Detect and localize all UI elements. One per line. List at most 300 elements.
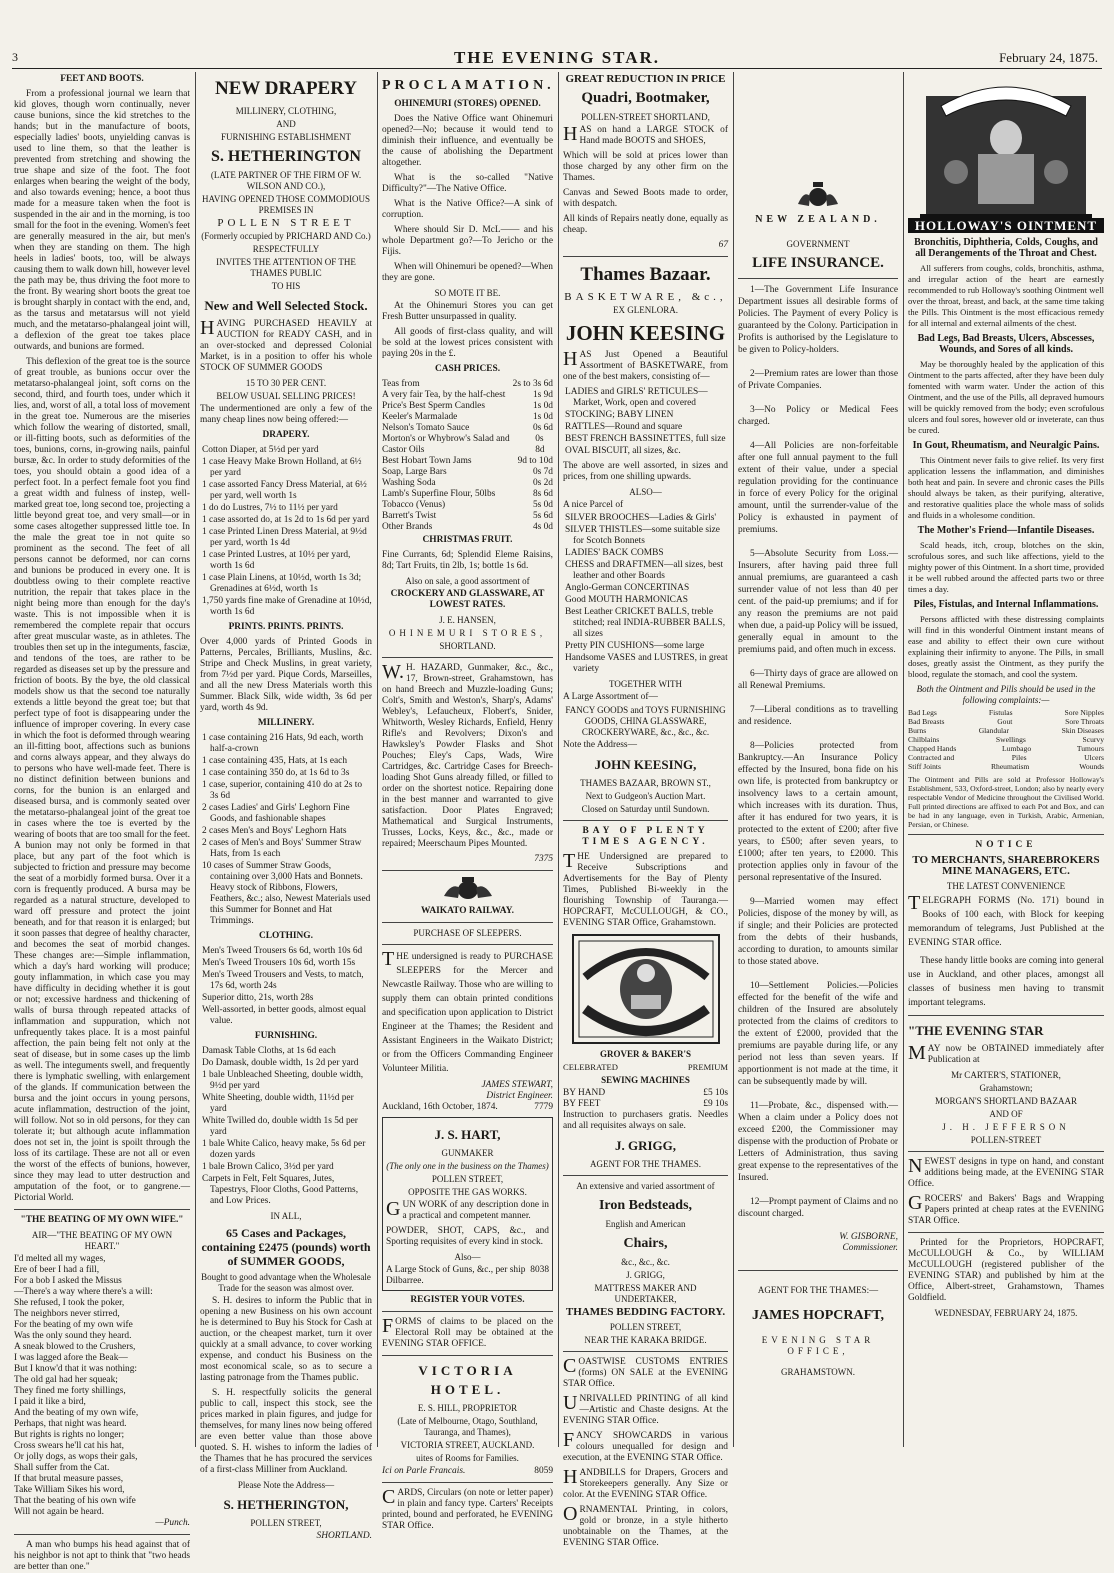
insurance-item: 7—Liberal conditions as to travelling and residence. <box>738 705 898 727</box>
sleepers-heading: PURCHASE OF SLEEPERS. <box>413 928 522 938</box>
royal-crest-icon <box>796 180 840 210</box>
list-item: LADIES' BACK COMBS <box>565 548 664 558</box>
poem-line: That the beating of his own wife <box>14 1496 136 1506</box>
ohinemuri-heading: OHINEMURI (STORES) OPENED. <box>394 99 541 109</box>
text-cell: Bad Legs <box>908 708 937 717</box>
advert-subline: AGENT FOR THE THAMES:— <box>757 1285 879 1295</box>
advert-intro: HAVING PURCHASED HEAVILY at AUCTION for READY CASH, and in an over-stocked and depressed Colonial Market, is in a position to offer his whole STOCK OF SUMMER GOODS <box>200 317 372 373</box>
advert-paragraph: What is the Native Office?—A sink of corruption. <box>382 199 553 220</box>
text-cell: 4s 0d <box>532 522 553 532</box>
divider <box>908 834 1104 835</box>
divider <box>908 1151 1104 1152</box>
advert-subline: TO HIS <box>271 281 301 291</box>
advert-paragraph: This Ointment never fails to give relief. Its very first application lessens the inflammation, and diminishes both heat and pain. In severe and chronic cases the Pills should always be taken, as their purifying, alterative, and restorative qualities place the whole mass of solids and fluids in a wholesome condition. <box>908 455 1104 520</box>
advert-paragraph: What is the so-called "Native Difficulty?"—The Native Office. <box>382 173 553 194</box>
divider <box>382 657 553 658</box>
advert-subline: ALSO— <box>629 487 662 497</box>
text-cell: 8038 <box>530 1265 549 1275</box>
street: POLLEN STREET, <box>431 1174 504 1184</box>
advert-subline: INVITES THE ATTENTION OF THE THAMES PUBLIC <box>216 257 356 278</box>
section-heading: FURNISHING. <box>254 1031 318 1041</box>
crockery-heading: CROCKERY AND GLASSWARE, AT LOWEST RATES. <box>390 589 545 610</box>
emblem-text: SEWING MACHINES <box>601 1075 690 1085</box>
insurance-item: 5—Absolute Security from Loss.—Insurers, after having paid three full annual premiums, are guaranteed a cash surrender value of not less than 40 per cent. of the paid-up premiums; and if for any reason the premiums are not paid when due, a paid-up Policy will be issued, generally equal in amount to the premiums paid, and often much in excess. <box>738 549 898 655</box>
cases-headline: 65 Cases and Packages, containing £2475 (pounds) worth of SUMMER GOODS, <box>201 1226 371 1268</box>
list-item: SILVER THISTLES—some suitable size for Scotch Bonnets <box>565 525 720 546</box>
list-item: LADIES and GIRLS' RETICULES—Market, Work, open and covered <box>565 387 708 408</box>
divider <box>563 1175 728 1176</box>
text-cell: Glandular <box>978 726 1010 735</box>
advert-paragraph: The Ointment and Pills are sold at Professor Holloway's Establishment, 533, Oxford-street, London; also by nearly every respectable Vendor of Medicine throughout the Civilised World. Full printed directions are affixed to each Pot and Box, and can be had in any language, even in Turkish, Arabic, Armenian, Persian, or Chinese. <box>908 775 1104 829</box>
street-name: POLLEN STREET <box>217 217 355 229</box>
merchants-heading: TO MERCHANTS, SHAREBROKERS MINE MANAGERS, ETC. <box>912 854 1100 877</box>
advert-subline: AND OF <box>989 1109 1023 1119</box>
advert-paragraph: CARDS, Circulars (on note or letter paper) in plain and fancy type. Carters' Receipts printed, bound and perforated, he EVENING STAR Office. <box>382 1486 553 1531</box>
poem-subtitle: AIR—"THE BEATING OF MY OWN HEART." <box>31 1230 173 1251</box>
discount: 15 TO 30 PER CENT. <box>245 378 327 388</box>
column-holloway <box>908 72 1104 1447</box>
text-cell: Chapped Hands <box>908 744 957 753</box>
article-paragraph: From a professional journal we learn that kid gloves, though worn continually, never cause bunions, since the kid stretches to the hands; but in the manufacture of boots, especially ladies' boots, unyielding canvas is used to line them, so that the leather is prevented from stretching and showing the true shape and size of the foot. The foot enlarges when bearing the weight of the body, and also towards evening; hence, a boot thus made for a measure taken when the foot is suspended in the air and in the morning, is too small for the foot in the evening. Women's feet are generally measured in the air, but men's when they are standing on them. The high heels in ladies' boots, too, will be always causing them to walk down hill, however level the path may be, thus driving the foot more to the front. By wearing short boots the great toe is brought sharply in contact with the end, and, as the tarsus and metatarsus will not yield much, and the metatarso-phalangeal joint will, a deflexion of the great toe takes place outwards, and bunions are formed. <box>14 89 191 352</box>
table-row <box>908 735 1104 744</box>
insurance-item: 10—Settlement Policies.—Policies effected for the benefit of the wife and children of the Insured are absolutely protected from the claims of creditors to the extent of £2000, provided that the premiums are payable during life, or any period not less than seven years. If apportionment is not made at the time, it can be subsequently made by will. <box>738 981 898 1087</box>
list-item: 1 case containing 435, Hats, at 1s each <box>202 756 348 766</box>
list-item: Men's Tweed Trousers and Vests, to match, 17s 6d, worth 24s <box>202 970 364 991</box>
advert-paragraph: POWDER, SHOT, CAPS, &c., and Sporting requisites of every kind in stock. <box>386 1226 549 1247</box>
advert-subline: Also on sale, a good assortment of <box>405 576 530 586</box>
price-row <box>382 412 553 423</box>
text-cell: Tumours <box>1076 744 1104 753</box>
price-row <box>382 511 553 522</box>
advert-paragraph: Instruction to purchasers gratis. Needles and all requisites always on sale. <box>563 1110 728 1131</box>
ad-number: 67 <box>718 240 728 250</box>
signatory-title: Commissioner. <box>842 1243 898 1253</box>
bazaar-heading: Thames Bazaar. <box>580 264 711 285</box>
text-cell: Other Brands <box>382 522 433 532</box>
advertiser-name: J. GRIGG, <box>626 1270 665 1280</box>
reduction-heading: GREAT REDUCTION IN PRICE <box>565 73 726 85</box>
complaints-table <box>908 708 1104 771</box>
text-cell: A Large Stock of Guns, &c., per ship Dilbarree. <box>386 1265 526 1286</box>
motto: SO MOTE IT BE. <box>434 288 501 298</box>
text-cell: PREMIUM <box>687 1062 728 1072</box>
list-item: RATTLES—Round and square <box>565 422 683 432</box>
article-title: FEET AND BOOTS. <box>60 74 144 84</box>
advert-paragraph: These handy little books are coming into general use in Auckland, and other places, amongst all classes of business men having to transmit important telegrams. <box>908 956 1104 1008</box>
advertiser-name: J. E. HANSEN, <box>439 615 496 625</box>
price-row <box>382 522 553 533</box>
poem-line: For the beating of my own wife <box>14 1320 133 1330</box>
advert-subline: MATTRESS MAKER AND UNDERTAKER, <box>594 1283 697 1304</box>
stockist: J. H. JEFFERSON <box>942 1122 1070 1132</box>
signatory: JAMES STEWART, <box>481 1080 553 1090</box>
poem-line: A sneak blowed to the Crushers, <box>14 1342 136 1352</box>
advert-paragraph: ORNAMENTAL Printing, in colors, gold or bronze, in a style hitherto unobtainable on the Thames, at the EVENING STAR Office. <box>563 1503 728 1548</box>
hotel-heading: VICTORIA HOTEL. <box>418 1363 517 1397</box>
divider <box>563 820 728 821</box>
ad-number: 7375 <box>534 854 553 864</box>
list-item: Damask Table Cloths, at 1s 6d each <box>202 1046 336 1056</box>
article-paragraph: This deflexion of the great toe is the source of great trouble, as bunions occur over the metatarso-phalangeal joint, soft corns on the second, third, and fourth toes, under which it lies, and, worst of all, a total loss of movement in the great toe. Numerous are the miseries which follow the wearing of distorted, small, or ill-fitting boots, such as deformities of the toes, bunions, corns, in-growing nails, painful bursæ, &c. In order to study deformities of the toes, you should obtain a good idea of a perfect foot. In a perfect female foot you find a great width and fulness of instep, well-marked great toe, long second toe, projecting a little beyond great toe, and very small—or in some cases altogether suppressed little toe. In the male the great toe in not quite so prominent as the second. The feet of all persons cannot be deformed, nor can corns and bunions be produced in every one. It is doubtless owing to their complete reactive nutrition, the repair that takes place in the night being more than enough for the day's waste. This is not impossible when it is remembered the complete repair that occurs after great muscular waste, as in athletes. The troubles then set up in the integuments, fasciæ, and tendons of the toes, are rather to be regarded as diseases set up by the pressure and friction of boots. By the bye, the old classical models show us that the second toe naturally extends a little beyond the great toe; but that perfect type of foot is disappearing under the influence of improper covering. In every case in which the foot is deformed through wearing an ill-fitting boot, affections such as bunions and corns always appear, and they always do to persons who have well-made feet. There is no distinct definition between bunions and corns, for the bunion is an enlarged and diseased bursa, and is commonly seated over the metatarso-phalangeal joint of the great toe in cases where the toe is everted by the wearing of boots that are too small for the feet. A bunion may not only be formed in that place, but any part of the foot which is subjected to friction and pressure may become the seat of a morbidly formed bursa. Over it a corn is frequently produced. A bursa may be regarded as a natural structure, developed to ward off pressure and protect the joint beneath, and for that reason it is enlarged; but it soon passes that degree of healthy character, and becomes the seat of morbid changes. These changes are:—Simple inflammation, which a day's hard working will produce; gouty inflammation, in which case you may have difficulty in deciding whether it is gout or not; excessive hardness and thickening of walls of bursa through repeated attacks of inflammation and suppuration, which not unfrequently takes place. It is a most painful affection, the pain being felt not only at the seat of disease, but in some cases up the limb as well. The integuments swell, and frequently there is lymphatic swelling, with enlargement of the glands. If communication between the bursa and the joint occurs in young persons, acute inflammation, destruction of the joint, will follow. Not so in old persons, for they can tolerate it; but although acute inflammation does not set in, the joint is spoilt through the loss of its cartilage. These are not all or even the worst of the effects of bunions, however, since they may lead to utter destruction and amputation of the foot, or to gangrene.—Pictorial World. <box>14 357 190 1203</box>
text-cell: 1s 0d <box>532 401 553 411</box>
advert-paragraph: Persons afflicted with these distressing complaints will find in this wonderful Ointment instant means of ease and ability to effect their own cure without explaining their infirmity to anyone. The Pills, in small doses, greatly assist the Ointment, as they purify the blood, regulate the stomach, and cool the system. <box>908 614 1104 679</box>
advert-subline: uites of Rooms for Families. <box>416 1453 519 1463</box>
price-list <box>382 379 553 533</box>
street: THAMES BAZAAR, BROWN ST., <box>580 778 711 788</box>
column-drapery-advert <box>200 72 372 1541</box>
poem-line: But I know'd that it was nothing: <box>14 1364 138 1374</box>
list-item: Men's Tweed Trousers 6s 6d, worth 10s 6d <box>202 946 363 956</box>
list-item: 2 cases of Men's and Boys' Summer Straw Hats, from 1s each <box>202 838 362 859</box>
advertiser-name: S. HETHERINGTON <box>211 148 361 165</box>
railway-heading: WAIKATO RAILWAY. <box>421 906 514 916</box>
advert-paragraph: GROCERS' and Bakers' Bags and Wrapping Papers printed at cheap rates at the EVENING STAR Office. <box>908 1192 1104 1226</box>
insurance-item: 6—Thirty days of grace are allowed on all Renewal Premiums. <box>738 669 898 691</box>
insurance-item: 8—Policies protected from Bankruptcy.—An Insurance Policy effected by the Insured, bona fide on his own life, is protected from bankruptcy or insolvency laws to a certain amount, which increases with its duration. Thus, after it has endured for two years, it is protected to the extent of £200; after five years, to £500; after seven years, to £1000; after ten years, to £2000. This protection applies only in favour of the personal representative of the Insured. <box>738 741 898 883</box>
poem-line: For a bob I asked the Missus <box>14 1276 122 1286</box>
advert-subline: (Formerly occupied by PRICHARD AND Co.) <box>201 231 371 241</box>
gov-heading: GOVERNMENT <box>786 239 850 249</box>
advert-paragraph: HAS on hand a LARGE STOCK of Hand made BOOTS and SHOES, <box>563 123 728 146</box>
price-row <box>382 423 553 434</box>
advert-subline: FANCY GOODS and TOYS FURNISHING GOODS, CHINA GLASSWARE, CROCKERYWARE, &c., &c., &c. <box>565 705 726 737</box>
advert-paragraph: At the Ohinemuri Stores you can get Fresh Butter unsurpassed in quality. <box>382 301 553 322</box>
divider <box>14 1534 190 1535</box>
text-cell: Best Hobart Town Jams <box>382 456 472 466</box>
text-cell: 7779 <box>534 1102 553 1112</box>
price-row <box>563 1099 728 1110</box>
sleepers-notice: THE undersigned is ready to PURCHASE SLEEPERS for the Mercer and Newcastle Railway. Those who are willing to supply them can obtain printed conditions and specification upon application to District Engineer at the Thames; the Resident and Assistant Engineers in the Waikato District; or from the Officers Commanding Engineer Volunteer Militia. <box>382 948 553 1074</box>
text-cell: Contracted and <box>908 753 955 762</box>
poem <box>14 1254 190 1518</box>
address-note: Please Note the Address— <box>237 1480 335 1490</box>
text-cell: 5s 6d <box>532 511 553 521</box>
text-cell: 0s 6d <box>532 423 553 433</box>
poem-line: Perhaps, that night was heard. <box>14 1419 127 1429</box>
column-rule <box>558 72 559 1447</box>
poem-line: I was lagged afore the Beak— <box>14 1353 128 1363</box>
advertiser-name: JAMES HOPCRAFT, <box>752 1308 884 1323</box>
poem-line: Will not again be heard. <box>14 1507 104 1517</box>
text-cell: Fistulas <box>988 708 1013 717</box>
text-cell: Burns <box>908 726 927 735</box>
column-rule <box>377 72 378 1447</box>
column-proclamation <box>382 72 555 1531</box>
drapery-list <box>200 445 372 618</box>
text-cell: BY FEET <box>563 1099 601 1109</box>
street: POLLEN-STREET <box>970 1135 1042 1145</box>
advert-headline: Chairs, <box>623 1236 668 1251</box>
list-item: Pretty PIN CUSHIONS—some large <box>565 641 705 651</box>
list-item: White Twilled do, double width 1s 5d per yard <box>202 1116 358 1137</box>
goods-list <box>563 387 728 457</box>
advert-paragraph: All goods of first-class quality, and will be sold at the lowest prices consistent with paying 20s in the £. <box>382 327 553 359</box>
holloway-banner: HOLLOWAY'S OINTMENT <box>908 218 1104 233</box>
text-cell: 9d to 10d <box>517 456 553 466</box>
text-cell: Soap, Large Bars <box>382 467 447 477</box>
millinery-list <box>200 733 372 927</box>
divider <box>563 256 728 257</box>
list-item: Good MOUTH HARMONICAS <box>565 595 688 605</box>
emblem-text: GROVER & BAKER'S <box>599 1049 691 1059</box>
insurance-item: 4—All Policies are non-forfeitable after one full annual payment to the full extent of their value, under a special regulation providing for the continuance in force of every Policy for the original amount, until the surrender-value of the Policy is exhausted in payment of premiums. <box>738 441 898 535</box>
table-row <box>908 744 1104 753</box>
text-cell: Wounds <box>1079 762 1104 771</box>
poem-line: The neighbors never stirred, <box>14 1309 120 1319</box>
text-cell: Piles <box>1011 753 1027 762</box>
clothing-list <box>200 946 372 1027</box>
advert-subline: HAVING OPENED THOSE COMMODIOUS PREMISES IN <box>202 194 370 215</box>
list-item: 1 bale Unbleached Sheeting, double width, 9½d per yard <box>202 1070 364 1091</box>
table-row <box>908 726 1104 735</box>
text-cell: Sore Nipples <box>1064 708 1104 717</box>
list-item: Well-assorted, in better goods, almost equal value. <box>202 1005 367 1026</box>
furnishing-list <box>200 1046 372 1207</box>
text-cell: Bad Breasts <box>908 717 945 726</box>
poem-line: But rights is rights no longer; <box>14 1430 125 1440</box>
column-life-insurance <box>738 72 898 1447</box>
advert-subline: MILLINERY, CLOTHING, <box>235 106 337 116</box>
text-cell: Skin Diseases <box>1061 726 1104 735</box>
list-item: 1 bale Brown Calico, 3½d per yard <box>202 1162 334 1172</box>
text-cell: Auckland, 16th October, 1874. <box>382 1102 498 1112</box>
column-rule <box>195 72 196 1447</box>
list-item: 1 case, superior, containing 410 do at 2s to 3s 6d <box>202 780 363 801</box>
text-cell: Scurvy <box>1082 735 1104 744</box>
text-cell: Swellings <box>995 735 1026 744</box>
text-cell: Chilblains <box>908 735 940 744</box>
section-heading: DRAPERY. <box>262 430 310 440</box>
list-item: Do Damask, double width, 1s 2d per yard <box>202 1058 359 1068</box>
advertiser-name: Quadri, Bootmaker, <box>581 90 710 106</box>
signatory-title: District Engineer. <box>486 1091 553 1101</box>
poem-line: She refused, I took the poker, <box>14 1298 125 1308</box>
nz-heading: NEW ZEALAND. <box>755 214 881 225</box>
text-cell: Stiff Joints <box>908 762 941 771</box>
proprietor: E. S. HILL, PROPRIETOR <box>417 1403 518 1413</box>
list-item: 1 case containing 350 do, at 1s 6d to 3s <box>202 768 350 778</box>
text-cell: 0s 7d <box>532 467 553 477</box>
divider <box>14 1209 190 1210</box>
advert-subline: &c., &c., &c. <box>621 1257 670 1267</box>
table-row <box>908 753 1104 762</box>
poem-line: Ere of beer I had a fill, <box>14 1265 100 1275</box>
column-bazaar <box>563 72 728 1548</box>
list-item: 10 cases of Summer Straw Goods, containing over 3,000 Hats and Bonnets. Heavy stock of Ribbons, Flowers, Feathers, &c.; also, Newest Materials used this Summer for Bonnet and Hat Trimmings. <box>202 861 371 926</box>
advert-subline: TOGETHER WITH <box>609 679 682 689</box>
location-note: OPPOSITE THE GAS WORKS. <box>408 1187 527 1197</box>
text-cell: 5s 0d <box>532 500 553 510</box>
advert-paragraph: NEWEST designs in type on hand, and constant additions being made, at the EVENING STAR Office. <box>908 1155 1104 1189</box>
dateline <box>386 1265 549 1287</box>
advert-subline: Also— <box>454 1252 481 1262</box>
advert-subline: AND <box>276 119 296 129</box>
section-heading: PRINTS. PRINTS. PRINTS. <box>228 622 344 632</box>
price-row <box>382 434 553 456</box>
text-cell: Morton's or Whybrow's Salad and Castor Oils <box>382 434 510 455</box>
price-row <box>382 390 553 401</box>
list-item: STOCKING; BABY LINEN <box>565 410 674 420</box>
advert-subline: EX GLENLORA. <box>613 305 678 315</box>
address-street: POLLEN STREET, <box>250 1518 322 1528</box>
advert-headline: Iron Bedsteads, <box>598 1198 693 1213</box>
advert-subline: Bought to good advantage when the Wholesale Trade for the season was almost over. <box>201 1272 371 1293</box>
advert-subline: (Late of Melbourne, Otago, Southland, Tauranga, and Thames), <box>397 1416 538 1437</box>
advert-paragraph: COASTWISE CUSTOMS ENTRIES (forms) ON SALE at the EVENING STAR Office. <box>563 1355 728 1389</box>
list-item: OVAL BISCUIT, all sizes, &c. <box>565 446 681 456</box>
insurance-item: 12—Prompt payment of Claims and no discount charged. <box>738 1197 898 1219</box>
advert-subline: BASKETWARE, &c., <box>564 291 727 303</box>
stockist: MORGAN'S SHORTLAND BAZAAR <box>934 1096 1078 1106</box>
stockist: Mr CARTER'S, STATIONER, <box>951 1070 1061 1080</box>
emblem-text-row <box>563 1062 728 1073</box>
poem-line: I paid it like a bird, <box>14 1397 86 1407</box>
section-heading: CHRISTMAS FRUIT. <box>422 535 513 545</box>
dateline <box>382 1466 553 1477</box>
poem-line: Cross swears he'll cat his hat, <box>14 1441 125 1451</box>
column-rule <box>903 72 904 1447</box>
poem-line: They fined me forty shillings, <box>14 1386 126 1396</box>
trade: GUNMAKER <box>441 1148 494 1158</box>
advert-subline: AGENT FOR THE THAMES. <box>589 1159 701 1169</box>
text-cell: A very fair Tea, by the half-chest <box>382 390 506 400</box>
advert-paragraph: FANCY SHOWCARDS in various colours unequalled for design and execution, at the EVENING STAR Office. <box>563 1429 728 1463</box>
price-row <box>382 467 553 478</box>
town: GRAHAMSTOWN. <box>780 1367 856 1377</box>
list-item: Handsome VASES and LUSTRES, in great variety <box>565 653 728 674</box>
text-cell: Rheumatism <box>990 762 1030 771</box>
list-item: CHESS and DRAFTMEN—all sizes, best leather and other Boards <box>565 560 724 581</box>
proclamation-heading: PROCLAMATION. <box>382 78 555 93</box>
sewing-machine-emblem-icon <box>571 933 721 1045</box>
dateline <box>382 1102 553 1113</box>
table-row <box>908 717 1104 726</box>
imprint: Printed for the Proprietors, HOPCRAFT, McCULLOUGH & Co., by WILLIAM McCULLOUGH (registered publisher of the EVENING STAR) and published by him at the Office, Albert-street, Grahamstown, Thames Goldfield. <box>908 1238 1104 1303</box>
divider <box>382 1355 553 1356</box>
list-item: 1 case assorted Fancy Dress Material, at 6½ per yard, well worth 1s <box>202 480 367 501</box>
advert-subline: RESPECTFULLY <box>252 244 320 254</box>
hazard-advert: W.H. HAZARD, Gunmaker, &c., &c., 17, Brown-street, Grahamstown, has on hand Breech and Muzzle-loading Guns; Colt's, Smith and Weston's, Sharp's, Adams' Webley's, Lefaucheux, Flobert's, Snider, Whitworth, Wesley Richards, Enfield, Henry Rifle's and Revolvers; Dixon's and Hawksley's Powder Flasks and Shot Pouches; Eley's Caps, Wads, Wire Cartridges, &c. Cartridge Cases for Breech-loading Shot Guns already filled, or filled to order on the shortest notice. Repairing done in the best manner and warranted to give satisfaction. Door Plates Engraved; Mathematical and Surgical Instruments, Trusses, Locks, Keys, &c., &c., made or repaired; Meerschaum Pipes Mounted. <box>382 661 553 849</box>
masthead: THE EVENING STAR. <box>453 48 661 67</box>
list-item: 1,750 yards fine make of Grenadine at 10½d, worth 1s 6d <box>202 596 372 617</box>
text-cell: Gout <box>997 717 1013 726</box>
insurance-item: 3—No Policy or Medical Fees charged. <box>738 405 898 427</box>
advert-paragraph: Over 4,000 yards of Printed Goods in Patterns, Percales, Brilliants, Muslins, &c. Stripe and Check Muslins, in great variety, from 7½d per yard. Pique Cords, Marseilles, and all the new Dress Materials worth this Summer. Black Silk, wide width, 3s 6d per yard, worth 4s 9d. <box>200 637 372 713</box>
list-item: Best Leather CRICKET BALLS, treble stitched; real INDIA-RUBBER BALLS, all sizes <box>565 607 726 639</box>
text-cell: Teas from <box>382 379 420 389</box>
advert-paragraph: May be thoroughly healed by the application of this Ointment to the parts affected, after they have been duly fomented with warm water. Under the action of this Ointment, and the use of the Pills, all depraved humours will be quickly removed from the body; even scrofulous ulcers and foul sores, however old or inveterate, can thus be cured. <box>908 359 1104 435</box>
store-name: OHINEMURI STORES, <box>388 628 547 638</box>
divider <box>738 1270 898 1271</box>
list-item: White Sheeting, double width, 11½d per yard <box>202 1093 354 1114</box>
stock-headline: New and Well Selected Stock. <box>204 298 368 313</box>
advert-subline: A Large Assortment of— <box>563 692 658 702</box>
text-cell: Ulcers <box>1084 753 1104 762</box>
text-cell: 0s 2d <box>532 478 553 488</box>
divider <box>382 944 553 945</box>
advertiser-name: S. HETHERINGTON, <box>223 1497 349 1512</box>
poem-line: The old gal had her squeak; <box>14 1375 118 1385</box>
poem-line: If that brutal measure passes, <box>14 1474 124 1484</box>
advert-paragraph: Which will be sold at prices lower than those charged by any other firm on the Thames. <box>563 151 728 183</box>
poem-line: Shall suffer from the Cat. <box>14 1463 110 1473</box>
price-row <box>382 500 553 511</box>
insurance-item: 1—The Government Life Insurance Department issues all desirable forms of Policies. The Payment of every Policy is guaranteed by the Colony. Participation in Profits is authorised by the Legislature to be given to Policy-holders. <box>738 285 898 355</box>
advert-paragraph: The undermentioned are only a few of the many cheap lines now being offered:— <box>200 404 372 425</box>
table-row <box>908 762 1104 771</box>
advert-subline: THE LATEST CONVENIENCE <box>946 881 1066 891</box>
poem-title: "THE BEATING OF MY OWN WIFE." <box>20 1215 184 1225</box>
text-cell: Keeler's Marmalade <box>382 412 458 422</box>
price-row <box>382 401 553 412</box>
closing-paragraph: A man who bumps his head against that of his neighbor is not apt to think that "two heads are better than one." <box>14 1540 190 1572</box>
page-header <box>12 50 1102 69</box>
divider <box>382 1311 553 1312</box>
section-heading: CLOTHING. <box>259 931 313 941</box>
advert-paragraph: HAS Just Opened a Beautiful Assortment of BASKETWARE, from one of the best makers, consisting of— <box>563 348 728 382</box>
address-note: Note the Address— <box>563 740 637 750</box>
text-cell: Washing Soda <box>382 478 436 488</box>
advert-paragraph: UNRIVALLED PRINTING of all kind—Artistic and Chaste designs. At the EVENING STAR Office. <box>563 1392 728 1426</box>
royal-crest-icon <box>438 876 498 902</box>
advert-headline: NEW DRAPERY <box>214 78 358 99</box>
insurance-heading: LIFE INSURANCE. <box>752 255 884 271</box>
section-heading: In Gout, Rheumatism, and Neuralgic Pains. <box>912 440 1100 451</box>
advert-subline: FURNISHING ESTABLISHMENT <box>220 132 352 142</box>
list-item: 1 case assorted do, at 1s 2d to 1s 6d per yard <box>202 515 370 525</box>
factory-heading: THAMES BEDDING FACTORY. <box>565 1306 726 1318</box>
advert-paragraph: S. H. desires to inform the Public that in opening a new Business on his own account he is determined to Buy his Stock for Cash at auction, or the cheapest market, turn it over quickly at a small advance, to cover working expense, and conduct his Business on the most economical scale, so as to secure a lasting patronage from the Thames public. <box>200 1296 372 1383</box>
street: POLLEN-STREET SHORTLAND, <box>581 112 710 122</box>
advert-paragraph: S. H. respectfully solicits the general public to call, inspect this stock, see the prices marked in plain figures, and judge for themselves, for many lines now being offered are even better value than those above quoted. S. H. wishes to inform the ladies of the Thames that he has procured the services of a first-class Milliner from Auckland. <box>200 1388 372 1475</box>
text-cell: Tobacco (Venus) <box>382 500 446 510</box>
divider <box>382 922 553 923</box>
list-item: Cotton Diaper, at 5½d per yard <box>202 445 319 455</box>
issue-date: February 24, 1875. <box>999 50 1098 65</box>
advert-paragraph: All kinds of Repairs neatly done, equally as cheap. <box>563 214 728 235</box>
list-item: 2 cases Men's and Boys' Leghorn Hats <box>202 826 347 836</box>
divider <box>738 278 898 279</box>
discount-note: BELOW USUAL SELLING PRICES! <box>216 391 356 401</box>
street: POLLEN STREET, <box>609 1322 682 1332</box>
advert-subline: An extensive and varied assortment of <box>576 1181 715 1191</box>
section-heading: The Mother's Friend—Infantile Diseases. <box>917 525 1095 536</box>
address-town: SHORTLAND. <box>316 1531 372 1541</box>
advert-paragraph: Canvas and Sewed Boots made to order, with despatch. <box>563 188 728 209</box>
advert-paragraph: Fine Currants, 6d; Splendid Eleme Raisins, 8d; Tart Fruits, tin 2lb, 1s; bottle 1s 6d. <box>382 550 553 571</box>
text-cell: 8s 6d <box>532 489 553 499</box>
advert-paragraph: When will Ohinemuri be opened?—When they are gone. <box>382 262 553 283</box>
poem-signature: —Punch. <box>155 1518 190 1528</box>
list-item: 1 case Heavy Make Brown Holland, at 6½ per yard <box>202 457 362 478</box>
goods-list <box>563 513 728 675</box>
list-item: Men's Tweed Trousers 10s 6d, worth 15s <box>202 958 356 968</box>
price-row <box>382 456 553 467</box>
section-heading: Bronchitis, Diphtheria, Colds, Coughs, and all Derangements of the Throat and Chest. <box>914 237 1098 259</box>
list-item: Superior ditto, 21s, worth 28s <box>202 993 314 1003</box>
divider <box>382 870 553 871</box>
location-note: Next to Gudgeon's Auction Mart. <box>585 791 706 801</box>
text-cell: 1s 9d <box>532 390 553 400</box>
list-item: BEST FRENCH BASSINETTES, full size <box>565 434 726 444</box>
text-cell: £9 10s <box>703 1099 728 1109</box>
list-item: SILVER BROOCHES—Ladies & Girls' <box>565 513 717 523</box>
text-cell: Lumbago <box>1002 744 1032 753</box>
advert-paragraph: FORMS of claims to be placed on the Electoral Roll may be obtained at the EVENING STAR OFFICE. <box>382 1315 553 1349</box>
price-row <box>563 1088 728 1099</box>
page-number: 3 <box>12 50 18 64</box>
poem-line: Or jolly dogs, as wops their gals, <box>14 1452 138 1462</box>
